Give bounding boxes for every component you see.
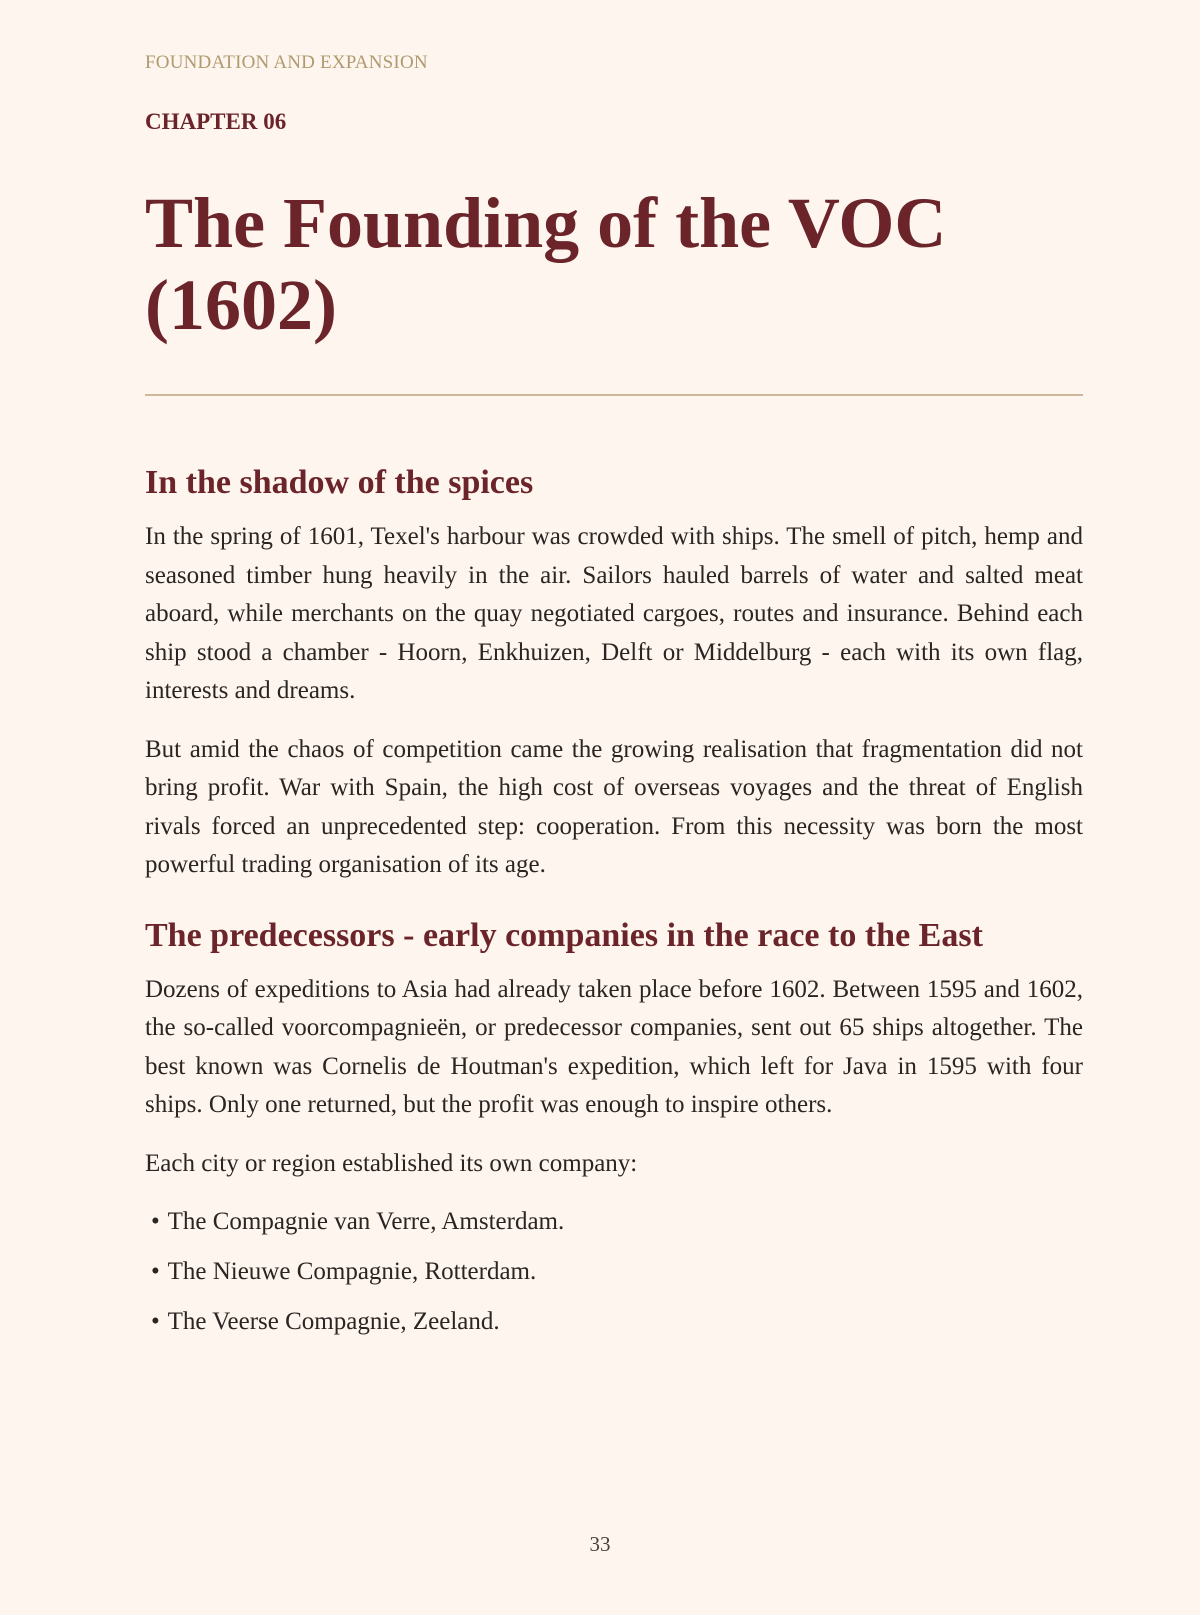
body-content: [145, 460, 1083, 1353]
chapter-label: CHAPTER 06: [145, 109, 287, 134]
paragraph: Dozens of expeditions to Asia had already taken place before 1602. Between 1595 and 1602, the so-called voorcompagnieën, or predecessor companies, sent out 65 ships altogether. The best known was Cornelis de Houtman's expedition, which left for Java in 1595 with four ships. Only one returned, but the profit was enough to inspire others.: [145, 975, 1083, 1118]
company-list: [145, 1203, 1083, 1341]
paragraph: In the spring of 1601, Texel's harbour was crowded with ships. The smell of pitch, hemp and seasoned timber hung heavily in the air. Sailors hauled barrels of water and salted meat aboard, while merchants on the quay negotiated cargoes, routes and insurance. Behind each ship stood a chamber - Hoorn, Enkhuizen, Delft or Middelburg - each with its own flag, interests and dreams.: [145, 523, 1083, 704]
section-heading: The predecessors - early companies in the race to the East: [145, 916, 983, 954]
running-header: FOUNDATION AND EXPANSION: [145, 52, 428, 73]
paragraph: But amid the chaos of competition came the growing realisation that fragmentation did not bring profit. War with Spain, the high cost of overseas voyages and the threat of English rivals forced an unprecedented step: cooperation. From this necessity was born the most powerful trading organisation of its age.: [145, 735, 1083, 878]
chapter-title: The Founding of the VOC (1602): [145, 183, 947, 345]
page-number: 33: [589, 1532, 611, 1556]
list-item: [145, 1203, 1083, 1241]
section-heading: In the shadow of the spices: [145, 464, 534, 501]
section-predecessors: [145, 913, 1083, 1342]
list-item: [145, 1303, 1083, 1341]
title-divider: [145, 394, 1083, 396]
bullet-icon: •: [151, 1258, 160, 1285]
list-item-text: The Compagnie van Verre, Amsterdam.: [167, 1208, 565, 1235]
bullet-icon: •: [151, 1208, 160, 1235]
paragraph: Each city or region established its own company:: [145, 1149, 638, 1177]
list-item: [145, 1253, 1083, 1291]
section-shadow-of-spices: [145, 460, 1083, 885]
list-item-text: The Veerse Compagnie, Zeeland.: [167, 1308, 500, 1335]
bullet-icon: •: [151, 1308, 160, 1335]
list-item-text: The Nieuwe Compagnie, Rotterdam.: [167, 1258, 537, 1285]
